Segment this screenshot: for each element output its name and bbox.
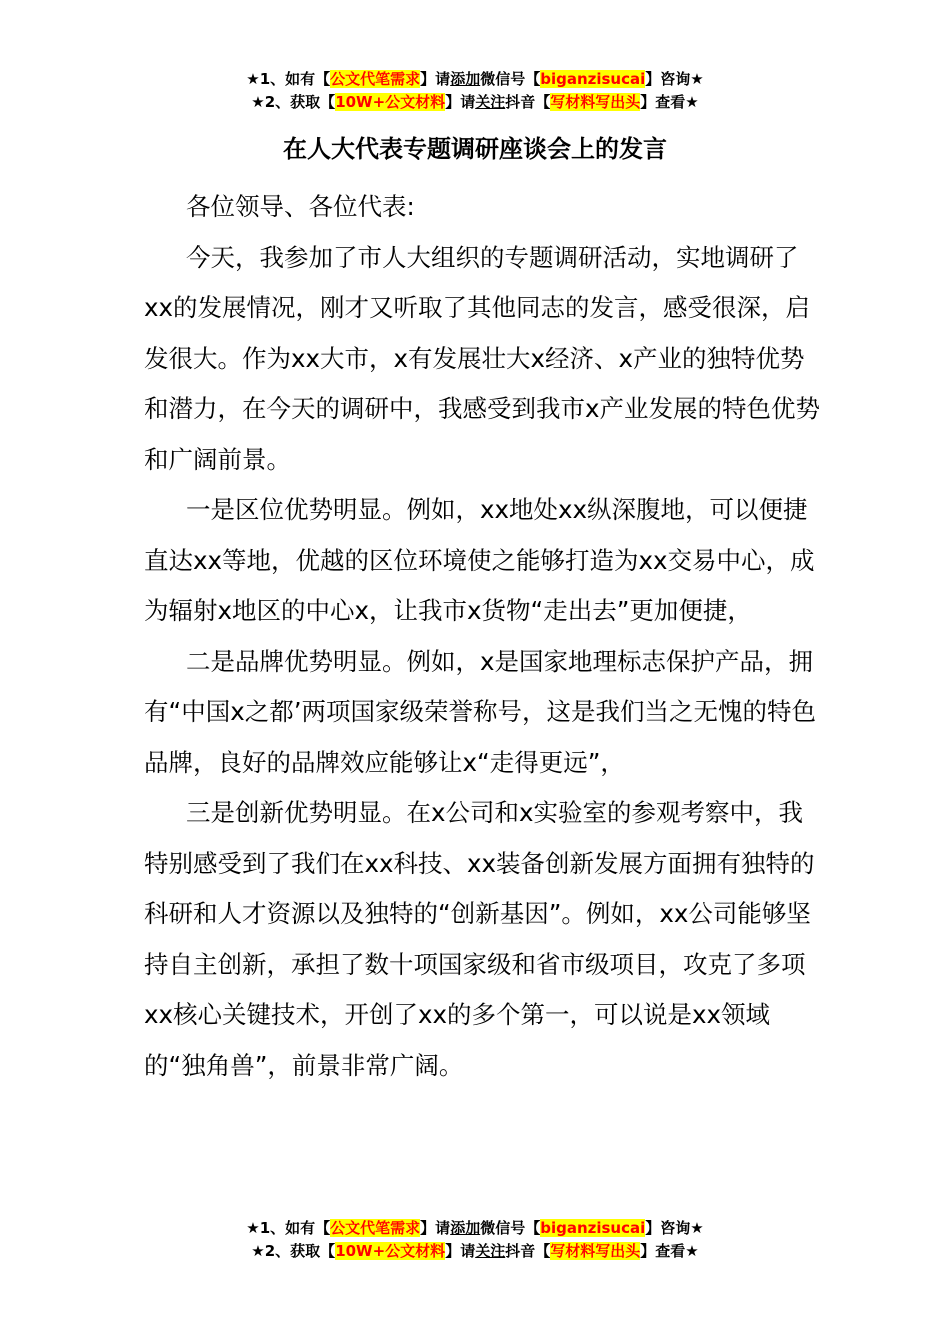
promo-text: 】咨询★ bbox=[645, 70, 704, 88]
promo-text: 】查看★ bbox=[640, 1242, 699, 1260]
promo-douyin-id: 写材料写出头 bbox=[550, 93, 641, 111]
promo-text: 】请 bbox=[420, 70, 451, 88]
promo-text: 】查看★ bbox=[640, 93, 699, 111]
promo-highlight: 公文代笔需求 bbox=[330, 70, 421, 88]
promo-highlight: 10W+公文材料 bbox=[335, 1242, 446, 1260]
promo-line-1 bbox=[0, 68, 950, 91]
promo-line-2 bbox=[0, 91, 950, 114]
promo-text: 微信号【 bbox=[480, 1219, 541, 1237]
promo-text: 】请 bbox=[420, 1219, 451, 1237]
paragraph-intro: 今天，我参加了市人大组织的专题调研活动，实地调研了xx的发展情况，刚才又听取了其他同志的发言，感受很深，启发很大。作为xx大市，x有发展壮大x经济、x产业的独特优势和潜力，在今天的调研中，我感受到我市x产业发展的特色优势和广阔前景。 bbox=[144, 242, 820, 474]
promo-underlined: 添加 bbox=[450, 70, 481, 88]
promo-wechat-id: biganzisucai bbox=[540, 70, 646, 88]
promo-text: ★1、如有【 bbox=[246, 1219, 331, 1237]
promo-douyin-id: 写材料写出头 bbox=[550, 1242, 641, 1260]
promo-text: ★1、如有【 bbox=[246, 70, 331, 88]
promo-text: 】请 bbox=[445, 93, 476, 111]
paragraph-point-2: 二是品牌优势明显。例如，x是国家地理标志保护产品，拥有“中国x之都’两项国家级荣誉称号，这是我们当之无愧的特色品牌，良好的品牌效应能够让x“走得更远”， bbox=[144, 646, 816, 777]
promo-wechat-id: biganzisucai bbox=[540, 1219, 646, 1237]
paragraph-point-1: 一是区位优势明显。例如，xx地处xx纵深腹地，可以便捷直达xx等地，优越的区位环境使之能够打造为xx交易中心，成为辐射x地区的中心x，让我市x货物“走出去”更加便捷， bbox=[144, 495, 815, 625]
promo-footer bbox=[0, 1217, 950, 1263]
document-body bbox=[144, 182, 820, 1091]
promo-highlight: 10W+公文材料 bbox=[335, 93, 446, 111]
promo-line-1 bbox=[0, 1217, 950, 1240]
promo-text: ★2、获取【 bbox=[251, 1242, 336, 1260]
promo-text: 微信号【 bbox=[480, 70, 541, 88]
promo-text: 】请 bbox=[445, 1242, 476, 1260]
promo-highlight: 公文代笔需求 bbox=[330, 1219, 421, 1237]
promo-header bbox=[0, 68, 950, 114]
promo-underlined: 添加 bbox=[450, 1219, 481, 1237]
salutation: 各位领导、各位代表: bbox=[186, 192, 415, 221]
promo-text: 】咨询★ bbox=[645, 1219, 704, 1237]
paragraph-point-3: 三是创新优势明显。在x公司和x实验室的参观考察中，我特别感受到了我们在xx科技、xx装备创新发展方面拥有独特的科研和人才资源以及独特的“创新基因”。例如，xx公司能够坚持自主创新，承担了数十项国家级和省市级项目，攻克了多项xx核心关键技术，开创了xx的多个第一，可以说是xx领域的“独角兽”，前景非常广阔。 bbox=[144, 798, 815, 1080]
promo-underlined: 关注 bbox=[475, 1242, 506, 1260]
promo-text: 抖音【 bbox=[505, 1242, 551, 1260]
promo-line-2 bbox=[0, 1240, 950, 1263]
promo-underlined: 关注 bbox=[475, 93, 506, 111]
promo-text: ★2、获取【 bbox=[251, 93, 336, 111]
promo-text: 抖音【 bbox=[505, 93, 551, 111]
document-title: 在人大代表专题调研座谈会上的发言 bbox=[283, 135, 667, 163]
